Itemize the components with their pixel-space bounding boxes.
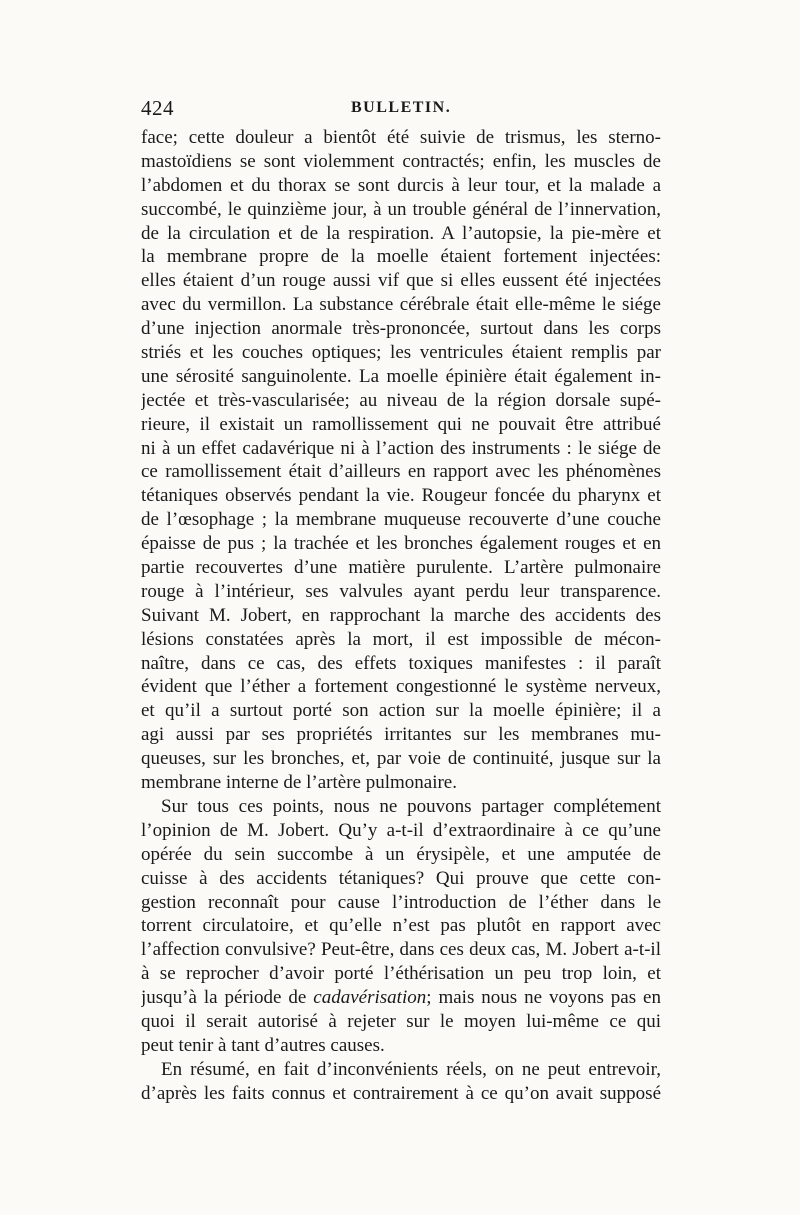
text-line: et qu’il a surtout porté son action sur la moelle épinière; il a xyxy=(141,700,661,722)
text-line: d’une injection anormale très-prononcée, surtout dans les corps xyxy=(141,318,661,340)
text-line: tétaniques observés pendant la vie. Rougeur foncée du pharynx et xyxy=(141,485,661,507)
text-line: rouge à l’intérieur, ses valvules ayant perdu leur transparence. xyxy=(141,580,661,602)
text-line: épaisse de pus ; la trachée et les bronches également rouges et en xyxy=(141,533,661,555)
text-segment: jusqu’à la période de xyxy=(141,987,314,1009)
text-line: l’abdomen et du thorax se sont durcis à leur tour, et la malade a xyxy=(141,174,661,196)
text-segment: ; mais nous ne voyons pas en xyxy=(426,987,661,1009)
text-line: cuisse à des accidents tétaniques? Qui prouve que cette con- xyxy=(141,867,661,889)
text-line: face; cette douleur a bientôt été suivie de trismus, les sterno- xyxy=(141,127,661,148)
text-line: torrent circulatoire, et qu’elle n’est pas plutôt en rapport avec xyxy=(141,915,661,937)
text-line: En résumé, en fait d’inconvénients réels, on ne peut entrevoir, xyxy=(161,1058,661,1080)
text-line-italic-mix xyxy=(141,986,661,1010)
text-line: évident que l’éther a fortement congestionné le système nerveux, xyxy=(141,676,661,698)
body-text xyxy=(141,126,661,1106)
text-line: une sérosité sanguinolente. La moelle épinière était également in- xyxy=(141,365,661,387)
text-line: de l’œsophage ; la membrane muqueuse recouverte d’une couche xyxy=(141,509,661,531)
text-line: jectée et très-vascularisée; au niveau de la région dorsale supé- xyxy=(141,389,661,411)
text-line: d’après les faits connus et contrairement à ce qu’on avait supposé xyxy=(141,1082,661,1104)
text-line: agi aussi par ses propriétés irritantes sur les membranes mu- xyxy=(141,724,661,746)
italic-word: cadavérisation xyxy=(313,987,427,1009)
text-line: de la circulation et de la respiration. A l’autopsie, la pie-mère et xyxy=(141,222,661,244)
text-line: l’affection convulsive? Peut-être, dans ces deux cas, M. Jobert a-t-il xyxy=(141,939,661,961)
text-line: gestion reconnaît pour cause l’introduction de l’éther dans le xyxy=(141,891,661,913)
text-line: striés et les couches optiques; les ventricules étaient remplis par xyxy=(141,342,661,364)
text-line: Sur tous ces points, nous ne pouvons partager complétement xyxy=(161,795,661,817)
text-line: partie recouvertes d’une matière purulente. L’artère pulmonaire xyxy=(141,557,661,579)
text-line: elles étaient d’un rouge aussi vif que si elles eussent été injectées xyxy=(141,270,661,292)
text-line: succombé, le quinzième jour, à un trouble général de l’innervation, xyxy=(141,198,661,220)
text-line: Suivant M. Jobert, en rapprochant la marche des accidents des xyxy=(141,604,661,626)
text-line: l’opinion de M. Jobert. Qu’y a-t-il d’extraordinaire à ce qu’une xyxy=(141,819,661,841)
text-line: naître, dans ce cas, des effets toxiques manifestes : il paraît xyxy=(141,652,661,674)
text-line: lésions constatées après la mort, il est impossible de mécon- xyxy=(141,628,661,650)
text-line: ce ramollissement était d’ailleurs en rapport avec les phénomènes xyxy=(141,461,661,483)
text-line: queuses, sur les bronches, et, par voie de continuité, jusque sur la xyxy=(141,748,661,770)
running-head xyxy=(141,96,661,122)
text-line: rieure, il existait un ramollissement qui ne pouvait être attribué xyxy=(141,413,661,435)
text-line: avec du vermillon. La substance cérébrale était elle-même le siége xyxy=(141,294,661,316)
text-line: ni à un effet cadavérique ni à l’action des instruments : le siége de xyxy=(141,437,661,459)
text-line: mastoïdiens se sont violemment contractés; enfin, les muscles de xyxy=(141,150,661,172)
page-number: 424 xyxy=(141,96,174,120)
text-line: peut tenir à tant d’autres causes. xyxy=(141,1034,385,1056)
text-line: membrane interne de l’artère pulmonaire. xyxy=(141,772,457,794)
text-line: à se reprocher d’avoir porté l’éthérisation un peu trop loin, et xyxy=(141,963,661,985)
text-line: opérée du sein succombe à un érysipèle, et une amputée de xyxy=(141,843,661,865)
text-line: quoi il serait autorisé à rejeter sur le moyen lui-même ce qui xyxy=(141,1010,661,1032)
text-line: la membrane propre de la moelle étaient fortement injectées: xyxy=(141,246,661,268)
running-title: BULLETIN. xyxy=(351,99,452,116)
